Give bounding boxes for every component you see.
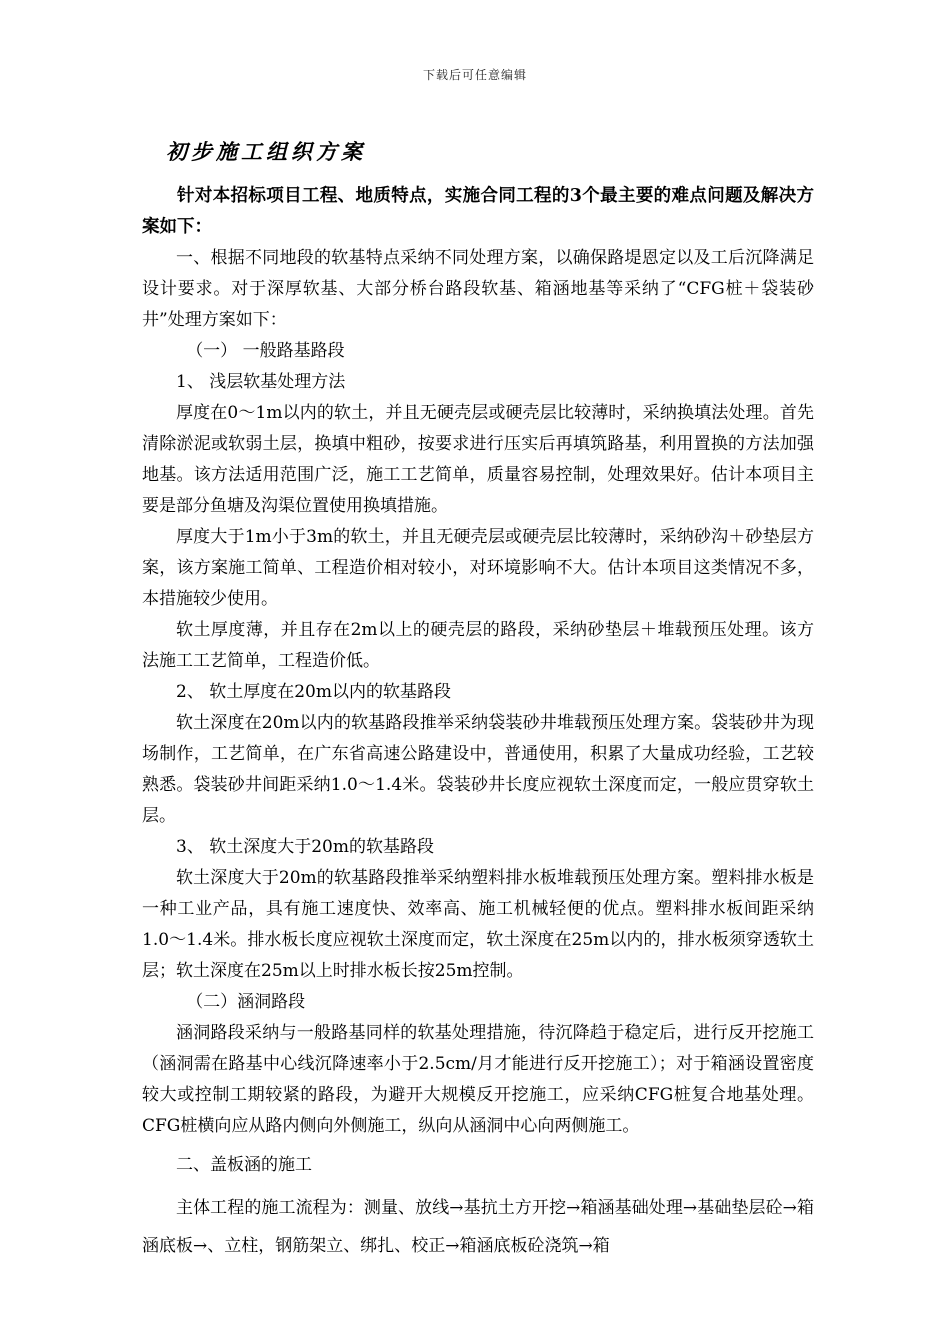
subsection-heading-1: 1、 浅层软基处理方法 <box>176 372 346 392</box>
intro-paragraph: 针对本招标项目工程、地质特点，实施合同工程的3个最主要的难点问题及解决方案如下： <box>142 186 814 237</box>
header-note: 下载后可任意编辑 <box>422 68 527 82</box>
subsection-heading-3: 3、 软土深度大于20m的软基路段 <box>176 837 434 857</box>
section-heading-slab-culvert: 二、盖板涵的施工 <box>176 1155 312 1175</box>
paragraph-2: 厚度在0～1m以内的软土，并且无硬壳层或硬壳层比较薄时，采纳换填法处理。首先清除淤泥或软弱土层，换填中粗砂，按要求进行压实后再填筑路基，利用置换的方法加强地基。该方法适用范围广泛，施工工艺简单，质量容易控制，处理效果好。估计本项目主要是部分鱼塘及沟渠位置使用换填措施。 <box>142 403 814 516</box>
paragraph-5: 软土深度在20m以内的软基路段推举采纳袋装砂井堆载预压处理方案。袋装砂井为现场制作，工艺简单，在广东省高速公路建设中，普通使用，积累了大量成功经验，工艺较熟悉。袋装砂井间距采纳1.0～1.4米。袋装砂井长度应视软土深度而定，一般应贯穿软土层。 <box>142 713 814 826</box>
section-heading-general-roadbed: （一） 一般路基路段 <box>186 341 345 361</box>
paragraph-7: 涵洞路段采纳与一般路基同样的软基处理措施，待沉降趋于稳定后，进行反开挖施工（涵洞需在路基中心线沉降速率小于2.5cm/月才能进行反开挖施工）；对于箱涵设置密度较大或控制工期较紧的路段，为避开大规模反开挖施工，应采纳CFG桩复合地基处理。CFG桩横向应从路内侧向外侧施工，纵向从涵洞中心向两侧施工。 <box>142 1023 814 1136</box>
paragraph-3: 厚度大于1m小于3m的软土，并且无硬壳层或硬壳层比较薄时，采纳砂沟＋砂垫层方案，该方案施工简单、工程造价相对较小，对环境影响不大。估计本项目这类情况不多，本措施较少使用。 <box>142 527 814 609</box>
document-title: 初步施工组织方案 <box>166 139 366 164</box>
paragraph-8: 主体工程的施工流程为：测量、放线→基抗土方开挖→箱涵基础处理→基础垫层砼→箱涵底板→、立柱，钢筋架立、绑扎、校正→箱涵底板砼浇筑→箱 <box>142 1198 814 1256</box>
section-heading-culvert: （二）涵洞路段 <box>186 992 306 1012</box>
subsection-heading-2: 2、 软土厚度在20m以内的软基路段 <box>176 682 451 702</box>
paragraph-6: 软土深度大于20m的软基路段推举采纳塑料排水板堆载预压处理方案。塑料排水板是一种工业产品，具有施工速度快、效率高、施工机械轻便的优点。塑料排水板间距采纳1.0～1.4米。排水板长度应视软土深度而定，软土深度在25m以内的，排水板须穿透软土层；软土深度在25m以上时排水板长按25m控制。 <box>142 868 814 981</box>
document-body <box>142 181 814 1265</box>
paragraph-4: 软土厚度薄，并且存在2m以上的硬壳层的路段，采纳砂垫层＋堆载预压处理。该方法施工工艺简单，工程造价低。 <box>142 620 814 671</box>
paragraph-1: 一、根据不同地段的软基特点采纳不同处理方案，以确保路堤恩定以及工后沉降满足设计要求。对于深厚软基、大部分桥台路段软基、箱涵地基等采纳了“CFG桩＋袋装砂井”处理方案如下： <box>142 248 814 330</box>
